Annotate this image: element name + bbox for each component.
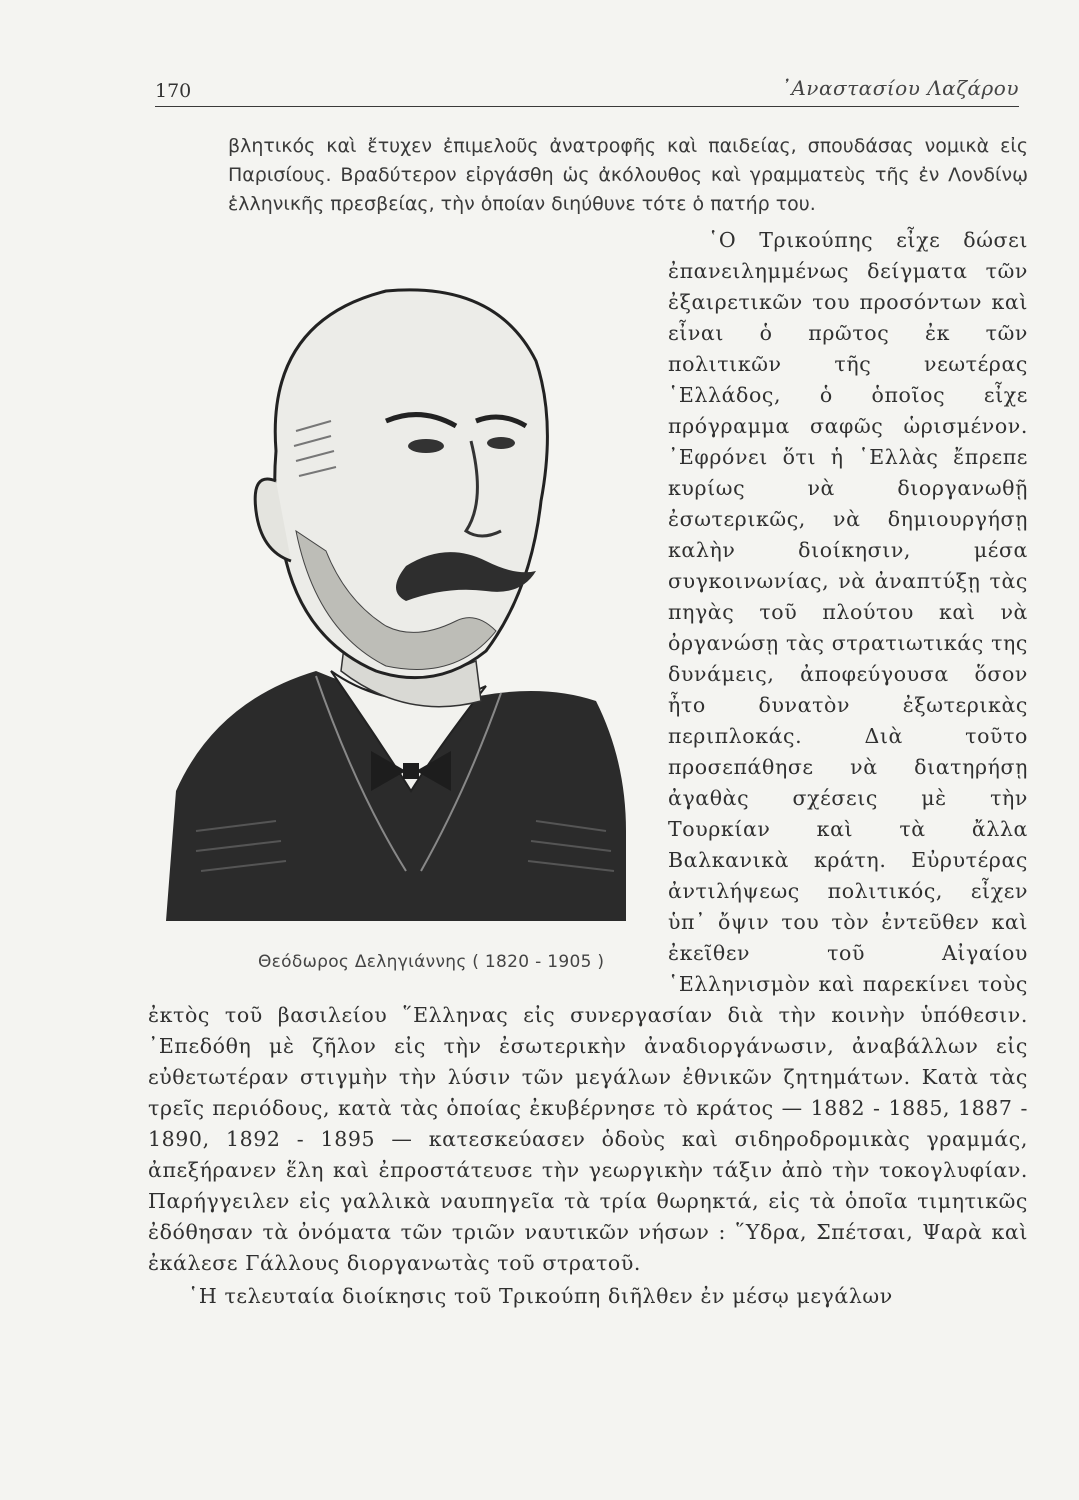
paragraph-2 xyxy=(148,225,1028,1279)
page-header xyxy=(155,76,1019,107)
page-number: 170 xyxy=(155,80,192,102)
running-title: ᾽Αναστασίου Λαζάρου xyxy=(780,76,1019,100)
portrait-engraving xyxy=(156,231,636,931)
paragraph-1: βλητικός καὶ ἔτυχεν ἐπιμελοῦς ἀνατροφῆς καὶ παιδείας, σπουδάσας νομικὰ εἰς Παρισίους. Βραδύτερον εἰργάσθη ὡς ἀκόλουθος καὶ γραμματεὺς τῆς ἐν Λονδίνῳ ἑλληνικῆς πρεσβείας, τὴν ὁποίαν διηύθυνε τότε ὁ πατήρ του. xyxy=(228,135,1028,215)
body-text xyxy=(148,132,1028,1312)
paragraph-3: ῾Η τελευταία διοίκησις τοῦ Τρικούπη διῆλθεν ἐν μέσῳ μεγάλων xyxy=(188,1284,893,1308)
paragraph-2-text: ῾Ο Τρικούπης εἶχε δώσει ἐπανειλημμένως δείγματα τῶν ἐξαιρετικῶν του προσόντων καὶ εἶναι ὁ πρῶτος ἐκ τῶν πολιτικῶν τῆς νεωτέρας ῾Ελλάδος, ὁ ὁποῖος εἶχε πρόγραμμα σαφῶς ὡρισμένον. ᾽Εφρόνει ὅτι ἡ ῾Ελλὰς ἔπρεπε κυρίως νὰ διοργανωθῇ ἐσωτερικῶς, νὰ δημιουργήσῃ καλὴν διοίκησιν, μέσα συγκοινωνίας, νὰ ἀναπτύξῃ τὰς πηγὰς τοῦ πλούτου καὶ νὰ ὀργανώσῃ τὰς στρατιωτικάς της δυνάμεις, ἀποφεύγουσα ὅσον ἦτο δυνατὸν ἐξωτερικὰς περιπλοκάς. Διὰ τοῦτο προσεπάθησε νὰ διατηρήσῃ ἀγαθὰς σχέσεις μὲ τὴν Τουρκίαν καὶ τὰ ἄλλα Βαλκανικὰ κράτη. Εὐρυτέρας ἀντιλήψεως πολιτικός, εἶχεν ὑπ᾽ ὄψιν του τὸν ἐντεῦθεν καὶ ἐκεῖθεν τοῦ Αἰγαίου ῾Ελληνισμὸν καὶ παρεκίνει τοὺς ἐκτὸς τοῦ βασιλείου ῞Ελληνας εἰς συνεργασίαν διὰ τὴν κοινὴν ὑπόθεσιν. ᾽Επεδόθη μὲ ζῆλον εἰς τὴν ἐσωτερικὴν ἀναδιοργάνωσιν, ἀναβάλλων εἰς εὐθετωτέραν στιγμὴν τὴν λύσιν τῶν μεγάλων ἐθνικῶν ζητημάτων. Κατὰ τὰς τρεῖς περιόδους, κατὰ τὰς ὁποίας ἐκυβέρνησε τὸ κράτος — 1882 - 1885, 1887 - 1890, 1892 - 1895 — κατεσκεύασεν ὁδοὺς καὶ σιδηροδρομικὰς γραμμάς, ἀπεξήρανεν ἕλη καὶ ἐπροστάτευσε τὴν γεωργικὴν τάξιν ἀπὸ τὴν τοκογλυφίαν. Παρήγγειλεν εἰς γαλλικὰ ναυπηγεῖα τὰ τρία θωρηκτά, εἰς τὰ ὁποῖα τιμητικῶς ἐδόθησαν τὰ ὀνόματα τῶν τριῶν ναυτικῶν νήσων : ῞Υδρα, Σπέτσαι, Ψαρὰ καὶ ἐκάλεσε Γάλλους διοργανωτὰς τοῦ στρατοῦ. xyxy=(148,228,1028,1275)
portrait-figure xyxy=(148,231,658,989)
figure-caption: Θεόδωρος Δεληγιάννης ( 1820 - 1905 ) xyxy=(258,952,605,972)
